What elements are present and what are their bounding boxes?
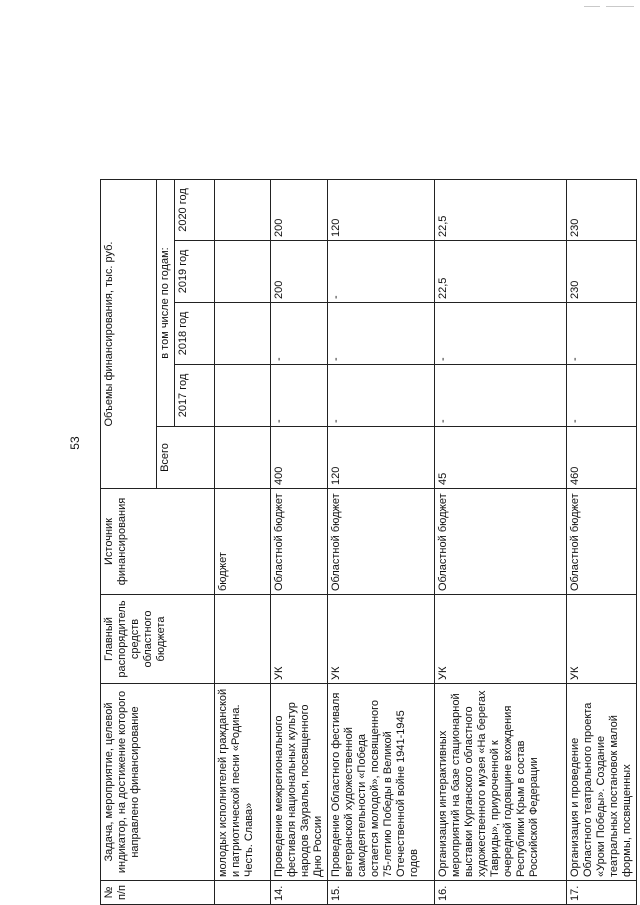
row-2019: 200	[271, 241, 328, 303]
row-2019: 22,5	[435, 241, 567, 303]
row-2018: -	[271, 303, 328, 365]
row-task: Организация и проведение Областного театрального проекта «Уроки Победы». Создание театральных постановок малой формы, посвященных	[567, 684, 637, 881]
rotated-table-sheet	[100, 60, 633, 905]
row-source: бюджет	[215, 489, 271, 595]
row-total: 460	[567, 427, 637, 489]
header-year-2018: 2018 год	[175, 303, 215, 365]
scan-mark	[606, 6, 634, 7]
row-2020: 230	[567, 180, 637, 241]
table-row	[215, 180, 271, 905]
row-2019: -	[328, 241, 435, 303]
row-source: Областной бюджет	[567, 489, 637, 595]
table-row	[567, 180, 637, 905]
table-row	[271, 180, 328, 905]
row-manager: УК	[328, 595, 435, 684]
header-by-years: в том числе по годам:	[157, 180, 175, 427]
header-total: Всего	[157, 427, 215, 489]
row-total: 120	[328, 427, 435, 489]
row-task: Организация интерактивных мероприятий на базе стационарной выставки Курганского областного художественного музея «На берегах Тавриды», приуроченной к очередной годовщине вхождения Республики Крым в состав Российской Федерации	[435, 684, 567, 881]
row-manager	[215, 595, 271, 684]
row-2018: -	[328, 303, 435, 365]
row-number: 16.	[435, 881, 567, 905]
row-total	[215, 427, 271, 489]
row-2019	[215, 241, 271, 303]
table-row	[435, 180, 567, 905]
row-2017: -	[271, 365, 328, 427]
row-total: 400	[271, 427, 328, 489]
row-2020	[215, 180, 271, 241]
row-task: Проведение межрегионального фестиваля национальных культур народов Зауралья, посвященного Дню России	[271, 684, 328, 881]
row-number: 15.	[328, 881, 435, 905]
row-2017: -	[328, 365, 435, 427]
row-source: Областной бюджет	[328, 489, 435, 595]
financing-table	[100, 179, 637, 905]
page-number: 53	[68, 436, 82, 450]
header-number: № п/п	[101, 881, 215, 905]
row-2020: 120	[328, 180, 435, 241]
row-2019: 230	[567, 241, 637, 303]
row-task: молодых исполнителей гражданской и патриотической песни «Родина. Честь. Слава»	[215, 684, 271, 881]
row-2017: -	[435, 365, 567, 427]
header-volumes: Объемы финансирования, тыс. руб.	[101, 180, 157, 489]
header-year-2019: 2019 год	[175, 241, 215, 303]
header-source: Источник финансирования	[101, 489, 215, 595]
row-2017: -	[567, 365, 637, 427]
row-task: Проведение Областного фестиваля ветеранской художественной самодеятельности «Победа остается молодой», посвященного 75-летию Победы в Великой Отечественной войне 1941-1945 годов	[328, 684, 435, 881]
row-2018: -	[567, 303, 637, 365]
row-2017	[215, 365, 271, 427]
scan-mark	[584, 6, 600, 7]
row-number: 14.	[271, 881, 328, 905]
row-2018	[215, 303, 271, 365]
header-year-2020: 2020 год	[175, 180, 215, 241]
header-year-2017: 2017 год	[175, 365, 215, 427]
row-2020: 22,5	[435, 180, 567, 241]
row-2020: 200	[271, 180, 328, 241]
header-manager: Главный распорядитель средств областного бюджета	[101, 595, 215, 684]
row-2018: -	[435, 303, 567, 365]
table-row	[328, 180, 435, 905]
row-manager: УК	[271, 595, 328, 684]
row-number	[215, 881, 271, 905]
row-manager: УК	[435, 595, 567, 684]
header-task: Задача, мероприятие, целевой индикатор, на достижение которого направлено финансирование	[101, 684, 215, 881]
table-rotation-frame	[100, 60, 633, 905]
row-source: Областной бюджет	[435, 489, 567, 595]
row-source: Областной бюджет	[271, 489, 328, 595]
row-total: 45	[435, 427, 567, 489]
row-manager: УК	[567, 595, 637, 684]
row-number: 17.	[567, 881, 637, 905]
